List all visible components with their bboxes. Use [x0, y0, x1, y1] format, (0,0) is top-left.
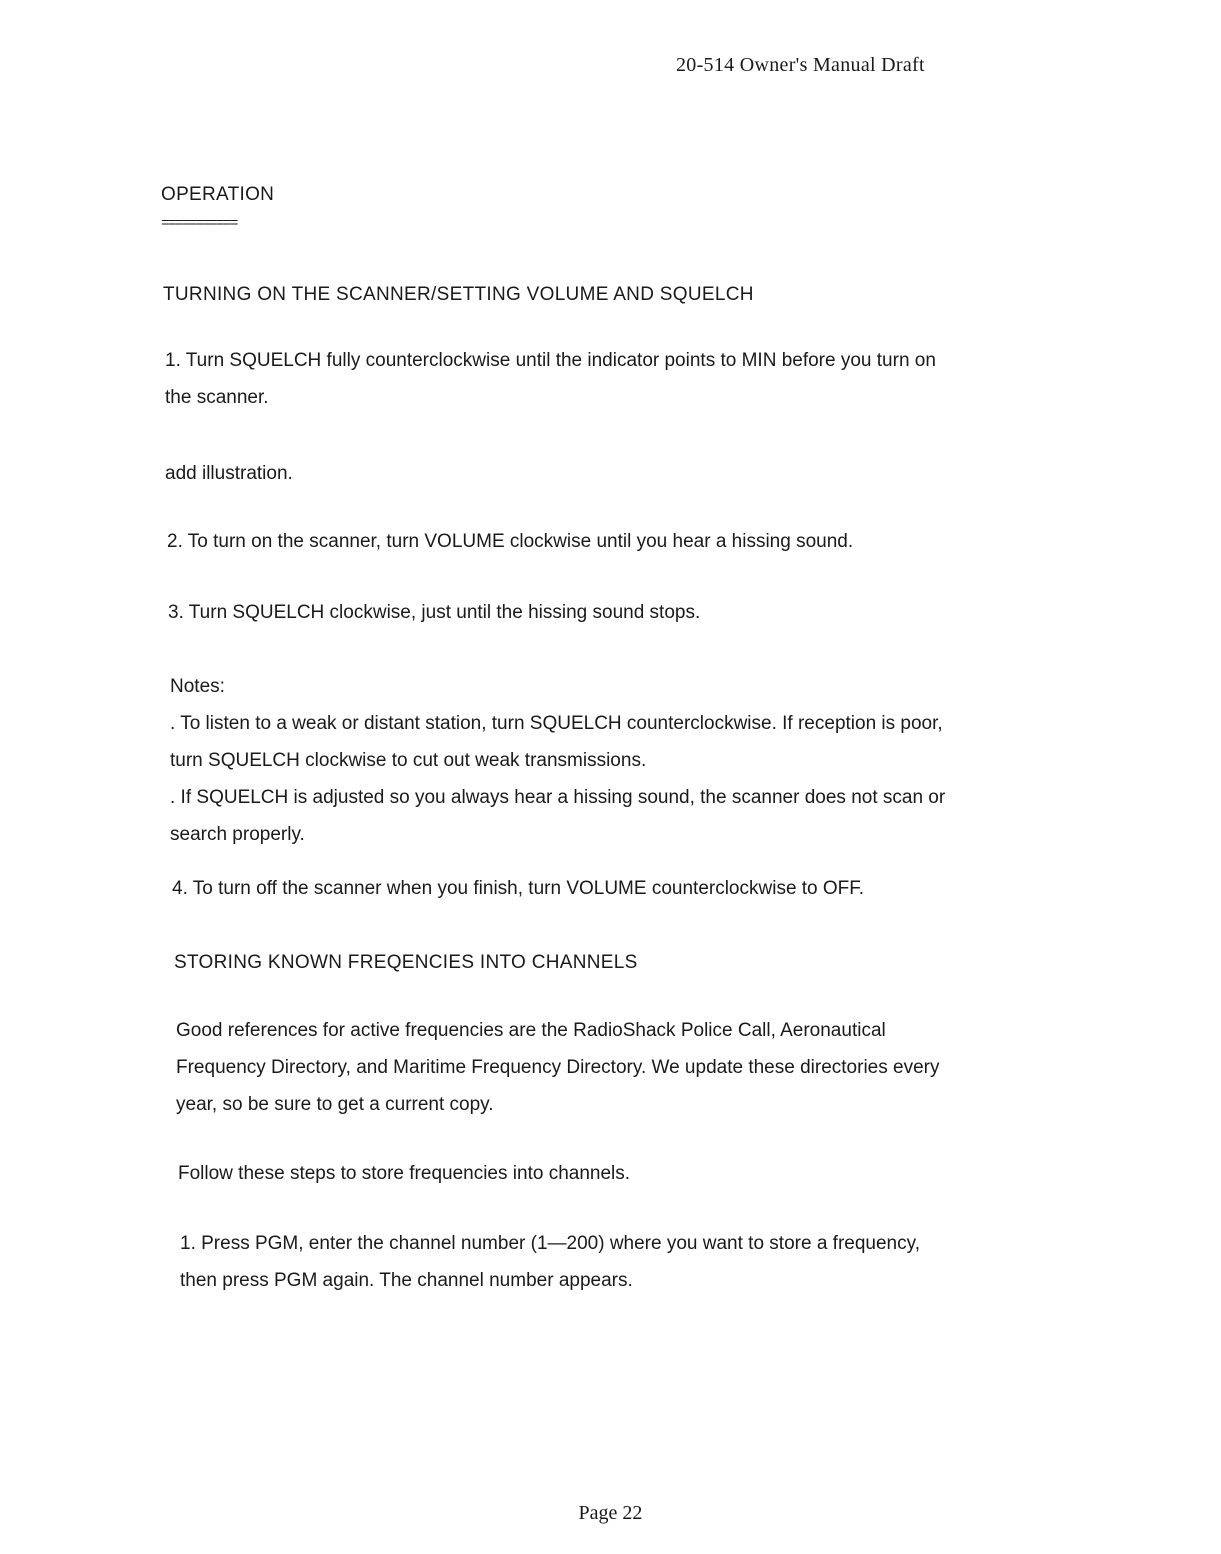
note-2-line-1: . If SQUELCH is adjusted so you always hear a hissing sound, the scanner does not scan or — [170, 787, 946, 808]
step-1-line-2: the scanner. — [165, 387, 269, 408]
note-2-line-2: search properly. — [170, 824, 305, 845]
step-3-squelch: 3. Turn SQUELCH clockwise, just until the hissing sound stops. — [168, 602, 701, 623]
note-1-line-2: turn SQUELCH clockwise to cut out weak transmissions. — [170, 750, 647, 771]
step-4-off: 4. To turn off the scanner when you finish, turn VOLUME counterclockwise to OFF. — [172, 878, 865, 899]
step-1-squelch — [165, 342, 1005, 416]
step-2-volume: 2. To turn on the scanner, turn VOLUME clockwise until you hear a hissing sound. — [167, 531, 854, 552]
page-number: Page 22 — [578, 1502, 643, 1524]
note-1-line-1: . To listen to a weak or distant station, turn SQUELCH counterclockwise. If reception is poor, — [170, 713, 943, 734]
page-header: 20-514 Owner's Manual Draft — [676, 54, 925, 76]
storing-step-1 — [180, 1225, 1020, 1299]
illustration-note: add illustration. — [165, 463, 293, 484]
section-underline: =========== — [161, 216, 237, 232]
notes — [170, 668, 1010, 853]
references-line-1: Good references for active frequencies are the RadioShack Police Call, Aeronautical — [176, 1020, 886, 1041]
section-title-storing: STORING KNOWN FREQENCIES INTO CHANNELS — [174, 952, 638, 973]
notes-label: Notes: — [170, 676, 225, 697]
step-1-line-1: 1. Turn SQUELCH fully counterclockwise until the indicator points to MIN before you turn on — [165, 350, 936, 371]
follow-steps: Follow these steps to store frequencies into channels. — [178, 1163, 631, 1184]
section-title-turning-on: TURNING ON THE SCANNER/SETTING VOLUME AND SQUELCH — [163, 284, 754, 305]
section-title-operation: OPERATION — [161, 184, 275, 205]
storing-step-1-line-1: 1. Press PGM, enter the channel number (1—200) where you want to store a frequency, — [180, 1233, 920, 1254]
references-line-2: Frequency Directory, and Maritime Frequency Directory. We update these directories every — [176, 1057, 940, 1078]
storing-step-1-line-2: then press PGM again. The channel number appears. — [180, 1270, 633, 1291]
references-paragraph — [176, 1012, 1006, 1123]
references-line-3: year, so be sure to get a current copy. — [176, 1094, 494, 1115]
